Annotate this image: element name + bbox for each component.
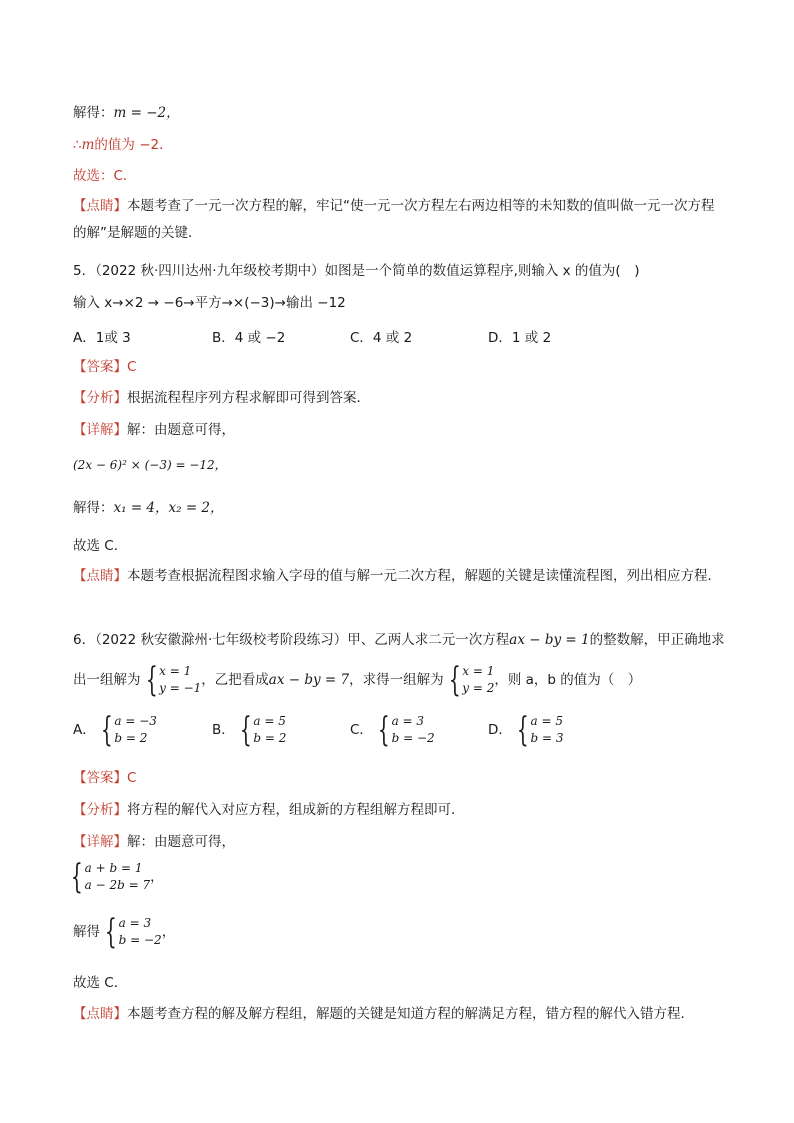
detail-text: 解：由题意可得， bbox=[127, 422, 235, 438]
q6-header-line2 bbox=[73, 660, 641, 700]
therefore-symbol: ∴ bbox=[73, 137, 82, 153]
equation-system: { a = 5 b = 2 bbox=[239, 710, 287, 750]
sys-row: b = 2 bbox=[253, 731, 287, 745]
result-line bbox=[73, 136, 173, 154]
remark-text: 本题考查了一元一次方程的解，牢记“使一元一次方程左右两边相等的未知数的值叫做一元一次方程的解”是解题的关键． bbox=[73, 198, 715, 241]
equation-system: { x = 1 y = −1 bbox=[145, 660, 202, 700]
q6-analysis bbox=[73, 801, 465, 819]
q5-header: 5．（2022 秋·四川达州·九年级校考期中）如图是一个简单的数值运算程序,则输入 x 的值为( ) bbox=[73, 263, 640, 279]
sys-row: a = 3 bbox=[391, 714, 425, 728]
detail-tag: 【详解】 bbox=[73, 422, 127, 438]
sys-row: y = −1 bbox=[159, 681, 202, 695]
q6-option-c[interactable] bbox=[350, 710, 435, 750]
q5-detail bbox=[73, 421, 235, 439]
option-label: A． bbox=[73, 722, 96, 738]
analysis-text: 根据流程程序列方程求解即可得到答案． bbox=[127, 390, 370, 406]
math-expression: ax − by = 1 bbox=[509, 632, 590, 648]
q5-option-c[interactable]: C．4 或 2 bbox=[350, 330, 413, 346]
q6-remark bbox=[73, 1005, 694, 1023]
analysis-tag: 【分析】 bbox=[73, 390, 127, 406]
text: ，乙把看成 bbox=[201, 672, 269, 688]
q5-analysis bbox=[73, 389, 370, 407]
choose-line: 故选：C． bbox=[73, 168, 137, 184]
q5-choose: 故选 C． bbox=[73, 538, 128, 554]
text: 解得： bbox=[73, 500, 114, 516]
q5-option-b[interactable]: B．4 或 −2 bbox=[212, 330, 286, 346]
math-expression: x₁ = 4，x₂ = 2， bbox=[113, 500, 224, 516]
sys-row: a − 2b = 7 bbox=[84, 878, 151, 892]
q5-option-a[interactable]: A．1或 3 bbox=[73, 330, 131, 346]
text: ，则 a，b 的值为（ ） bbox=[494, 672, 642, 688]
detail-tag: 【详解】 bbox=[73, 834, 127, 850]
remark-tag: 【点睛】 bbox=[73, 568, 127, 584]
sys-row: y = 2 bbox=[462, 681, 495, 695]
sys-row: b = −2 bbox=[391, 731, 435, 745]
remark-tag: 【点睛】 bbox=[73, 1006, 127, 1022]
answer-tag: 【答案】 bbox=[73, 359, 127, 375]
math-var: m bbox=[81, 137, 95, 153]
text: 的整数解，甲正确地求 bbox=[589, 632, 725, 648]
equation-system: { a = 3 b = −2 bbox=[104, 912, 162, 952]
remark-tag: 【点睛】 bbox=[73, 198, 127, 214]
q6-option-d[interactable] bbox=[488, 710, 564, 750]
q5-remark bbox=[73, 563, 721, 590]
sys-row: b = −2 bbox=[118, 933, 162, 947]
math-expression: ax − by = 7 bbox=[268, 672, 350, 688]
answer-tag: 【答案】 bbox=[73, 770, 127, 786]
text: ， bbox=[150, 869, 164, 885]
q5-flow: 输入 x→×2 → −6→平方→×(−3)→输出 −12 bbox=[73, 295, 346, 311]
option-label: B． bbox=[212, 722, 235, 738]
analysis-tag: 【分析】 bbox=[73, 802, 127, 818]
q5-solve bbox=[73, 499, 224, 517]
q6-answer bbox=[73, 769, 136, 787]
q6-detail bbox=[73, 833, 235, 851]
equation-system: { a = 3 b = −2 bbox=[377, 710, 435, 750]
answer-value: C bbox=[127, 359, 137, 375]
q6-choose: 故选 C． bbox=[73, 975, 128, 991]
answer-value: C bbox=[127, 770, 137, 786]
remark-paragraph bbox=[73, 193, 721, 247]
q5-equation: (2x − 6)² × (−3) = −12， bbox=[73, 458, 227, 472]
q6-solve bbox=[73, 912, 175, 952]
detail-text: 解：由题意可得， bbox=[127, 834, 235, 850]
sys-row: a = 5 bbox=[530, 714, 564, 728]
sys-row: a = −3 bbox=[114, 714, 157, 728]
text: 6．（2022 秋安徽滁州·七年级校考阶段练习）甲、乙两人求二元一次方程 bbox=[73, 632, 510, 648]
text: ， bbox=[161, 924, 176, 940]
remark-text: 本题考查根据流程图求输入字母的值与解一元二次方程，解题的关键是读懂流程图，列出相应方程． bbox=[127, 568, 721, 584]
option-label: C． bbox=[350, 722, 373, 738]
text: 出一组解为 bbox=[73, 672, 141, 688]
option-label: D． bbox=[488, 722, 512, 738]
text: ，求得一组解为 bbox=[349, 672, 444, 688]
equation-system: { a = 5 b = 3 bbox=[516, 710, 564, 750]
q6-system bbox=[66, 857, 164, 897]
equation-system: { a + b = 1 a − 2b = 7 bbox=[70, 857, 151, 897]
sys-row: a = 5 bbox=[253, 714, 286, 728]
q6-option-b[interactable] bbox=[212, 710, 286, 750]
math-expression: m = −2， bbox=[113, 105, 180, 121]
text: 的值为 −2． bbox=[94, 137, 173, 153]
equation-system: { a = −3 b = 2 bbox=[100, 710, 157, 750]
q6-option-a[interactable] bbox=[73, 710, 157, 750]
analysis-text: 将方程的解代入对应方程，组成新的方程组解方程即可． bbox=[127, 802, 465, 818]
equation-system: { x = 1 y = 2 bbox=[448, 660, 495, 700]
q5-answer bbox=[73, 358, 136, 376]
sys-row: a + b = 1 bbox=[84, 861, 143, 875]
q6-header-line1 bbox=[73, 631, 725, 649]
remark-text: 本题考查方程的解及解方程组，解题的关键是知道方程的解满足方程，错方程的解代入错方程． bbox=[127, 1006, 694, 1022]
solution-line bbox=[73, 104, 180, 122]
sys-row: b = 2 bbox=[114, 731, 148, 745]
q5-option-d[interactable]: D．1 或 2 bbox=[488, 330, 552, 346]
text: 解得 bbox=[73, 924, 100, 940]
sys-row: b = 3 bbox=[530, 731, 564, 745]
sys-row: x = 1 bbox=[159, 664, 192, 678]
text: 解得： bbox=[73, 105, 114, 121]
sys-row: a = 3 bbox=[118, 916, 152, 930]
sys-row: x = 1 bbox=[462, 664, 495, 678]
